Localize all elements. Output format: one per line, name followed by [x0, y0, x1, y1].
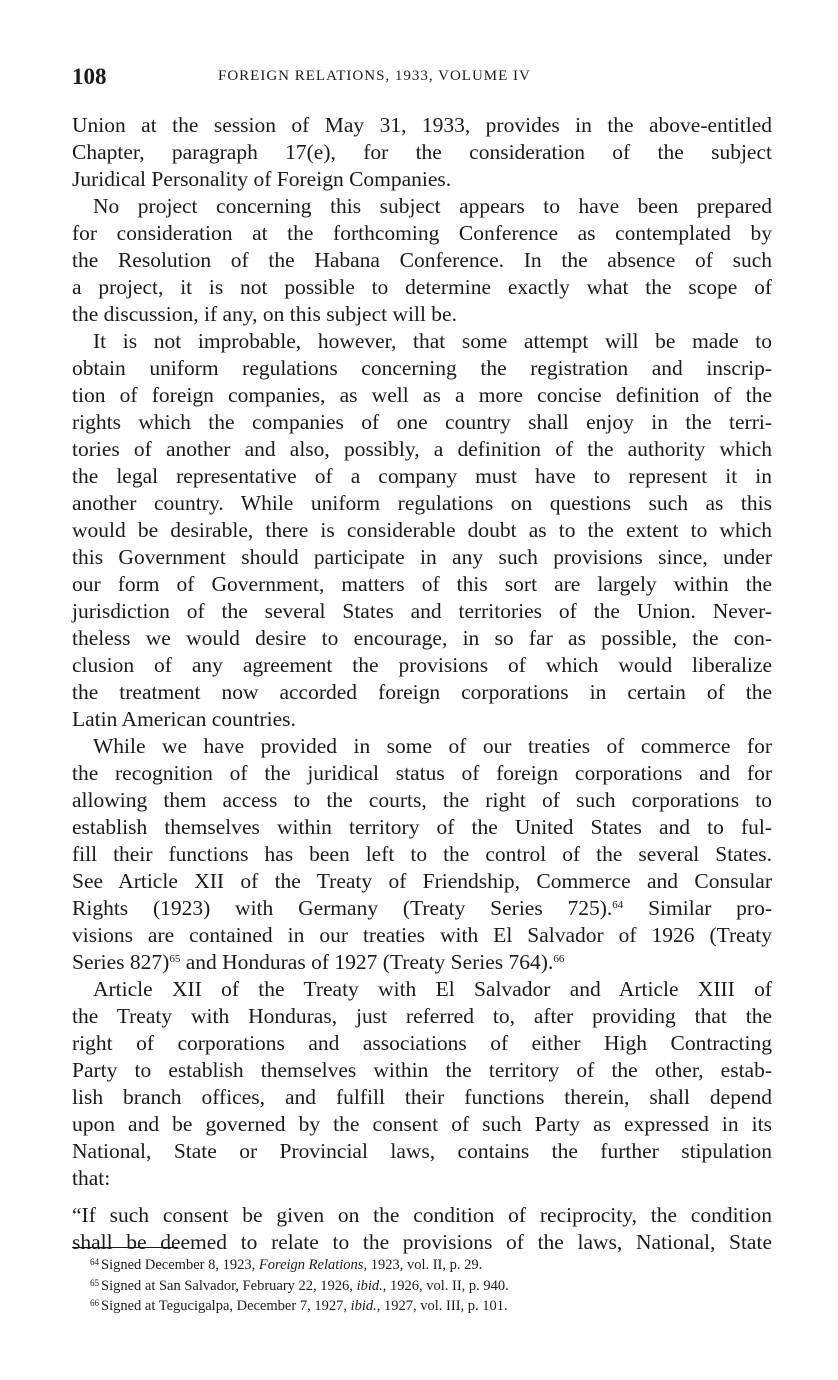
text-line: fill their functions has been left to the control of the several States.: [72, 842, 772, 866]
footnotes: [90, 1254, 740, 1316]
text-line: theless we would desire to encourage, in so far as possible, the con-: [72, 626, 772, 650]
paragraph-article-xii: [72, 976, 772, 1192]
footnote-divider: [72, 1247, 178, 1248]
text-line: Party to establish themselves within the territory of the other, estab-: [72, 1058, 772, 1082]
text-line: a project, it is not possible to determine exactly what the scope of: [72, 275, 772, 299]
footnote-mark: 66: [90, 1298, 99, 1308]
paragraph-improbable: [72, 328, 772, 733]
footnote-citation: Foreign Relations: [258, 1257, 364, 1273]
text-line: allowing them access to the courts, the right of such corporations to: [72, 788, 772, 812]
footnote-text: Signed at San Salvador, February 22, 1926,: [101, 1277, 357, 1294]
text-line: for consideration at the forthcoming Conference as contemplated by: [72, 221, 772, 245]
text-segment: Series 827): [72, 950, 170, 974]
text-line: the legal representative of a company must have to represent it in: [72, 464, 772, 488]
text-line: clusion of any agreement the provisions of which would liberalize: [72, 653, 772, 677]
text-line: the discussion, if any, on this subject will be.: [72, 302, 457, 326]
text-line: the Resolution of the Habana Conference. In the absence of such: [72, 248, 772, 272]
text-line: shall be deemed to relate to the provisions of the laws, National, State: [72, 1230, 772, 1254]
footnote-65: [90, 1275, 740, 1296]
footnote-text: , 1926, vol. II, p. 940.: [382, 1277, 509, 1294]
page-header: [72, 64, 772, 92]
text-line: right of corporations and associations of either High Contracting: [72, 1031, 772, 1055]
running-head: FOREIGN RELATIONS, 1933, VOLUME IV: [218, 68, 531, 84]
text-line: No project concerning this subject appears to have been prepared: [93, 194, 772, 218]
body-text: [72, 112, 772, 1256]
footnote-text: , 1927, vol. III, p. 101.: [376, 1298, 508, 1314]
text-line: [72, 895, 772, 922]
footnote-mark: 64: [90, 1257, 99, 1267]
text-line: visions are contained in our treaties with El Salvador of 1926 (Treaty: [72, 923, 772, 947]
text-line: It is not improbable, however, that some attempt will be made to: [93, 329, 772, 353]
text-line: tion of foreign companies, as well as a more concise definition of the: [72, 383, 772, 407]
text-line: establish themselves within territory of the United States and to ful-: [72, 815, 772, 839]
text-line: lish branch offices, and fulfill their functions therein, shall depend: [72, 1085, 772, 1109]
footnote-text: Signed at Tegucigalpa, December 7, 1927,: [101, 1298, 351, 1314]
footnote-citation: ibid.: [350, 1298, 377, 1314]
text-line: Chapter, paragraph 17(e), for the consideration of the subject: [72, 140, 772, 164]
text-line: tories of another and also, possibly, a definition of the authority which: [72, 437, 772, 461]
footnote-ref-65[interactable]: 65: [169, 953, 181, 965]
text-line: this Government should participate in any such provisions since, under: [72, 545, 772, 569]
text-line: While we have provided in some of our treaties of commerce for: [93, 734, 772, 758]
footnote-66: [90, 1295, 740, 1316]
text-line: Union at the session of May 31, 1933, provides in the above-entitled: [72, 113, 772, 137]
text-line: Juridical Personality of Foreign Companies.: [72, 167, 452, 191]
text-segment: Rights (1923) with Germany (Treaty Series 725).: [72, 896, 613, 920]
text-line: another country. While uniform regulations on questions such as this: [72, 491, 772, 515]
text-line: upon and be governed by the consent of such Party as expressed in its: [72, 1112, 772, 1136]
text-line: the Treaty with Honduras, just referred to, after providing that the: [72, 1004, 772, 1028]
page-number: 108: [72, 64, 107, 89]
footnote-ref-66[interactable]: 66: [553, 953, 565, 965]
paragraph-treaties: [72, 733, 772, 976]
text-line: [72, 949, 772, 976]
text-line: our form of Government, matters of this sort are largely within the: [72, 572, 772, 596]
footnote-ref-64[interactable]: 64: [612, 899, 624, 911]
text-line: “If such consent be given on the condition of reciprocity, the condition: [72, 1203, 772, 1227]
paragraph-no-project: [72, 193, 772, 328]
text-line: would be desirable, there is considerable doubt as to the extent to which: [72, 518, 772, 542]
footnote-text: , 1923, vol. II, p. 29.: [363, 1257, 483, 1273]
text-line: obtain uniform regulations concerning the registration and inscrip-: [72, 356, 772, 380]
footnote-text: Signed December 8, 1923,: [101, 1257, 259, 1273]
text-line: rights which the companies of one country shall enjoy in the terri-: [72, 410, 772, 434]
text-line: National, State or Provincial laws, contains the further stipulation: [72, 1139, 772, 1163]
text-line: See Article XII of the Treaty of Friendship, Commerce and Consular: [72, 869, 772, 893]
footnote-mark: 65: [90, 1277, 99, 1288]
text-segment: Similar pro-: [623, 896, 773, 920]
footnote-64: [90, 1254, 740, 1275]
text-line: that:: [72, 1166, 111, 1190]
text-line: the treatment now accorded foreign corporations in certain of the: [72, 680, 772, 704]
text-line: jurisdiction of the several States and territories of the Union. Never-: [72, 599, 772, 623]
footnote-citation: ibid.: [356, 1277, 383, 1294]
text-line: the recognition of the juridical status of foreign corporations and for: [72, 761, 772, 785]
text-segment: and Honduras of 1927 (Treaty Series 764).: [180, 950, 554, 974]
text-line: Article XII of the Treaty with El Salvador and Article XIII of: [93, 977, 772, 1001]
text-line: Latin American countries.: [72, 707, 296, 731]
paragraph-continuation: [72, 112, 772, 193]
